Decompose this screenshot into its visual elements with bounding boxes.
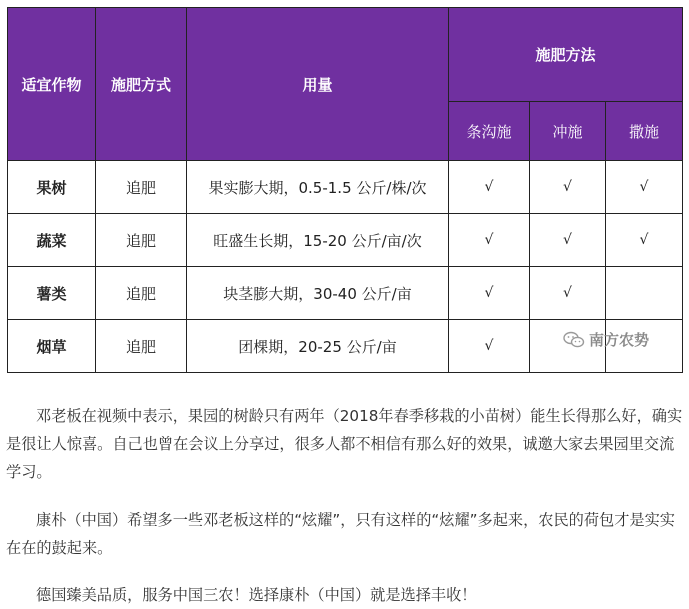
check-cell (606, 267, 683, 320)
crop-cell: 薯类 (8, 267, 96, 320)
amount-cell: 块茎膨大期，30-40 公斤/亩 (187, 267, 449, 320)
paragraph-2: 康朴（中国）希望多一些邓老板这样的“炫耀”，只有这样的“炫耀”多起来，农民的荷包才是实实在在的鼓起来。 (6, 511, 675, 557)
table-row (8, 267, 683, 320)
table-row (8, 214, 683, 267)
header-crop: 适宜作物 (8, 8, 96, 161)
check-cell: √ (606, 161, 683, 214)
check-cell: √ (530, 161, 606, 214)
method-cell: 追肥 (96, 214, 187, 267)
check-cell: √ (449, 214, 530, 267)
table-row (8, 161, 683, 214)
header-amount: 用量 (187, 8, 449, 161)
method-cell: 追肥 (96, 161, 187, 214)
header-apply-method: 施肥方法 (449, 8, 683, 102)
amount-cell: 团棵期，20-25 公斤/亩 (187, 320, 449, 373)
crop-cell: 烟草 (8, 320, 96, 373)
check-cell: √ (449, 267, 530, 320)
method-cell: 追肥 (96, 267, 187, 320)
fertilizer-table (7, 7, 683, 373)
method-cell: 追肥 (96, 320, 187, 373)
wechat-icon (563, 331, 585, 349)
check-cell: √ (530, 214, 606, 267)
check-cell: √ (449, 161, 530, 214)
header-sub-trench: 条沟施 (449, 102, 530, 161)
paragraph-1: 邓老板在视频中表示，果园的树龄只有两年（2018年春季移栽的小苗树）能生长得那么好，确实是很让人惊喜。自己也曾在会议上分享过，很多人都不相信有那么好的效果，诚邀大家去果园里交流学习。 (6, 407, 683, 481)
header-sub-flush: 冲施 (530, 102, 606, 161)
crop-cell: 果树 (8, 161, 96, 214)
header-sub-broadcast: 撒施 (606, 102, 683, 161)
paragraph-3: 德国臻美品质，服务中国三农！选择康朴（中国）就是选择丰收！ (36, 586, 477, 604)
check-cell: √ (530, 267, 606, 320)
watermark-text: 南方农势 (589, 331, 650, 349)
check-cell: √ (449, 320, 530, 373)
amount-cell: 旺盛生长期，15-20 公斤/亩/次 (187, 214, 449, 267)
amount-cell: 果实膨大期，0.5-1.5 公斤/株/次 (187, 161, 449, 214)
watermark (563, 329, 649, 350)
header-method: 施肥方式 (96, 8, 187, 161)
check-cell: √ (606, 214, 683, 267)
crop-cell: 蔬菜 (8, 214, 96, 267)
